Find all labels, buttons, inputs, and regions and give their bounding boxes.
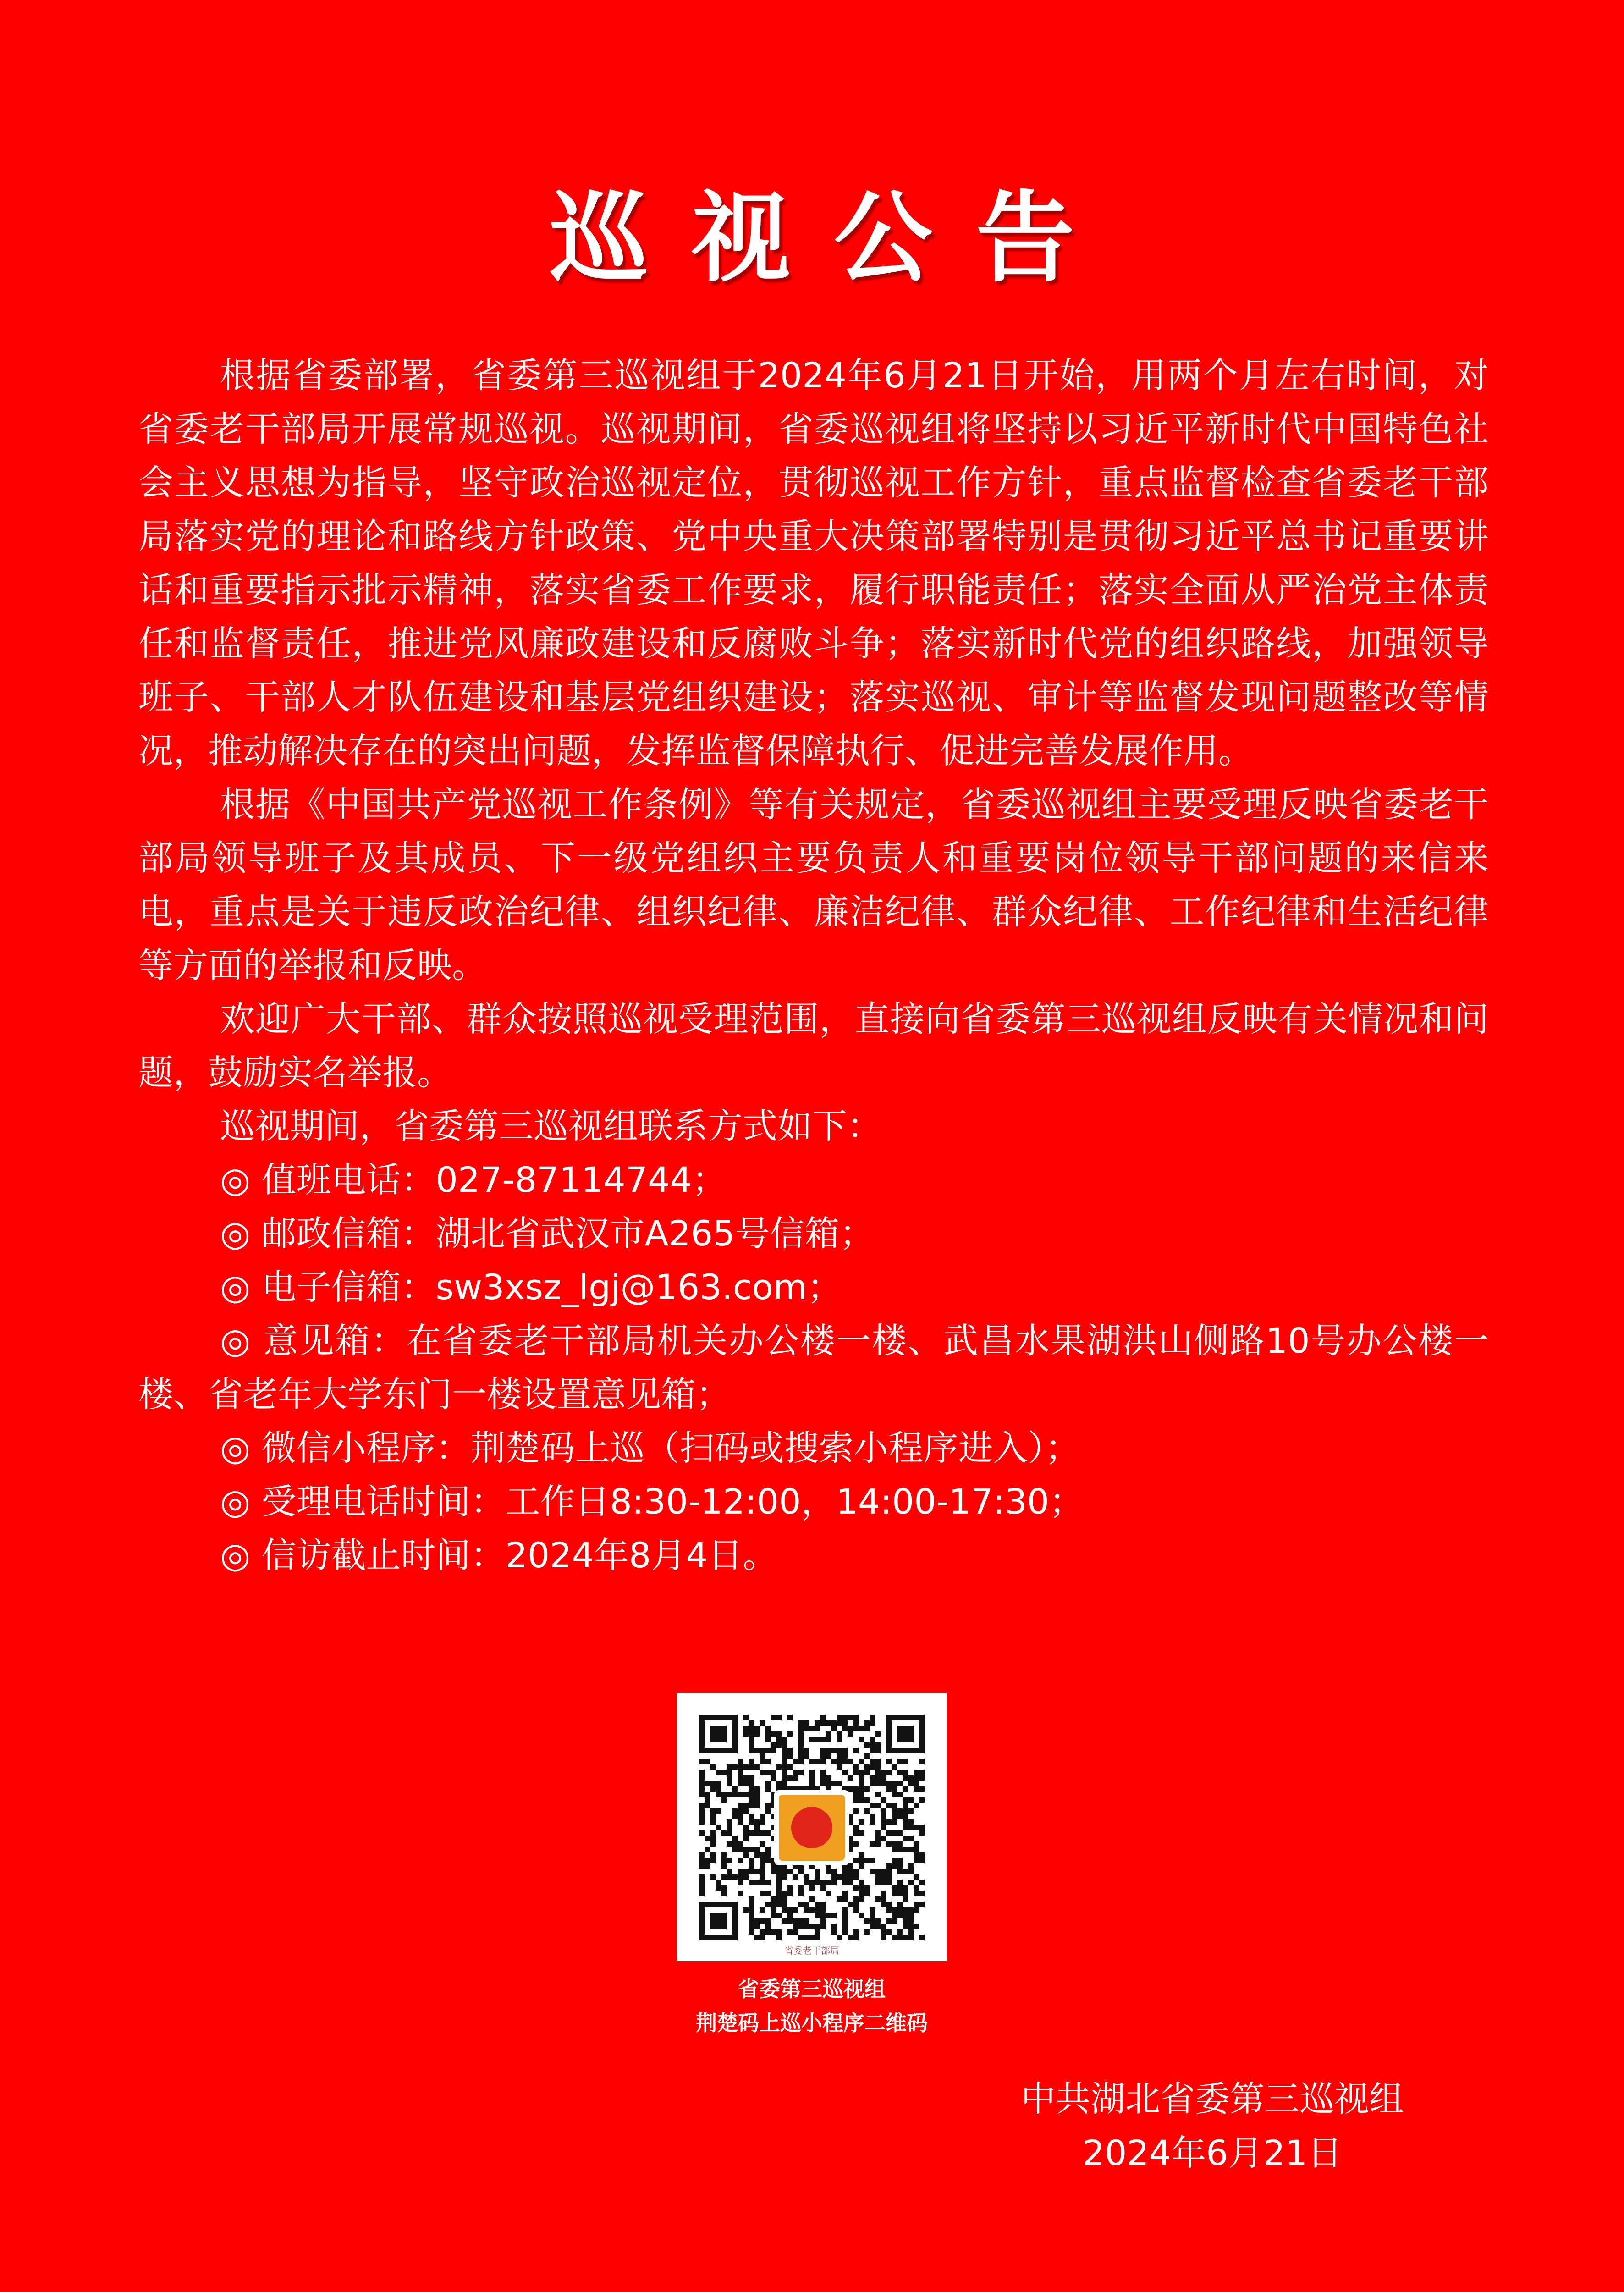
qr-footer-label: 省委老干部局 — [784, 1945, 839, 1956]
signature-org: 中共湖北省委第三巡视组 — [1021, 2078, 1404, 2119]
signature-block — [972, 2072, 1453, 2180]
paragraph-contact-intro: 巡视期间，省委第三巡视组联系方式如下： — [220, 1106, 882, 1146]
qr-caption-line1: 省委第三巡视组 — [738, 1977, 886, 2001]
notice-title: 巡视公告 — [550, 181, 1118, 296]
qr-caption — [642, 1972, 982, 2040]
notice-body — [138, 348, 1489, 1582]
paragraph-intro: 根据省委部署，省委第三巡视组于2024年6月21日开始，用两个月左右时间，对省委老干部局开展常规巡视。巡视期间，省委巡视组将坚持以习近平新时代中国特色社会主义思想为指导，坚守政治巡视定位，贯彻巡视工作方针，重点监督检查省委老干部局落实党的理论和路线方针政策、党中央重大决策部署特别是贯彻习近平总书记重要讲话和重要指示批示精神，落实省委工作要求，履行职能责任；落实全面从严治党主体责任和监督责任，推进党风廉政建设和反腐败斗争；落实新时代党的组织路线，加强领导班子、干部人才队伍建设和基层党组织建设；落实巡视、审计等监督发现问题整改等情况，推动解决存在的突出问题，发挥监督保障执行、促进完善发展作用。 — [138, 355, 1489, 771]
logo-emblem-icon — [791, 1807, 832, 1848]
contact-mailbox: ◎ 邮政信箱：湖北省武汉市A265号信箱； — [220, 1213, 875, 1254]
qr-code[interactable] — [677, 1693, 947, 1961]
paragraph-welcome: 欢迎广大干部、群众按照巡视受理范围，直接向省委第三巡视组反映有关情况和问题，鼓励实名举报。 — [138, 998, 1489, 1093]
signature-date: 2024年6月21日 — [1082, 2132, 1343, 2173]
contact-phone: ◎ 值班电话：027-87114744； — [220, 1159, 727, 1200]
contact-email: ◎ 电子信箱：sw3xsz_lgj@163.com； — [220, 1267, 842, 1307]
paragraph-scope: 根据《中国共产党巡视工作条例》等有关规定，省委巡视组主要受理反映省委老干部局领导班子及其成员、下一级党组织主要负责人和重要岗位领导干部问题的来信来电，重点是关于违反政治纪律、组织纪律、廉洁纪律、群众纪律、工作纪律和生活纪律等方面的举报和反映。 — [138, 784, 1489, 986]
contact-suggestion-box: ◎ 意见箱：在省委老干部局机关办公楼一楼、武昌水果湖洪山侧路10号办公楼一楼、省老年大学东门一楼设置意见箱； — [138, 1320, 1489, 1415]
qr-caption-line2: 荆楚码上巡小程序二维码 — [696, 2011, 928, 2035]
contact-wechat-miniprogram: ◎ 微信小程序：荆楚码上巡（扫码或搜索小程序进入）； — [220, 1427, 1080, 1468]
contact-deadline: ◎ 信访截止时间：2024年8月4日。 — [220, 1535, 778, 1576]
miniprogram-logo-icon — [774, 1790, 849, 1865]
contact-hours: ◎ 受理电话时间：工作日8:30-12:00，14:00-17:30； — [220, 1481, 1085, 1522]
